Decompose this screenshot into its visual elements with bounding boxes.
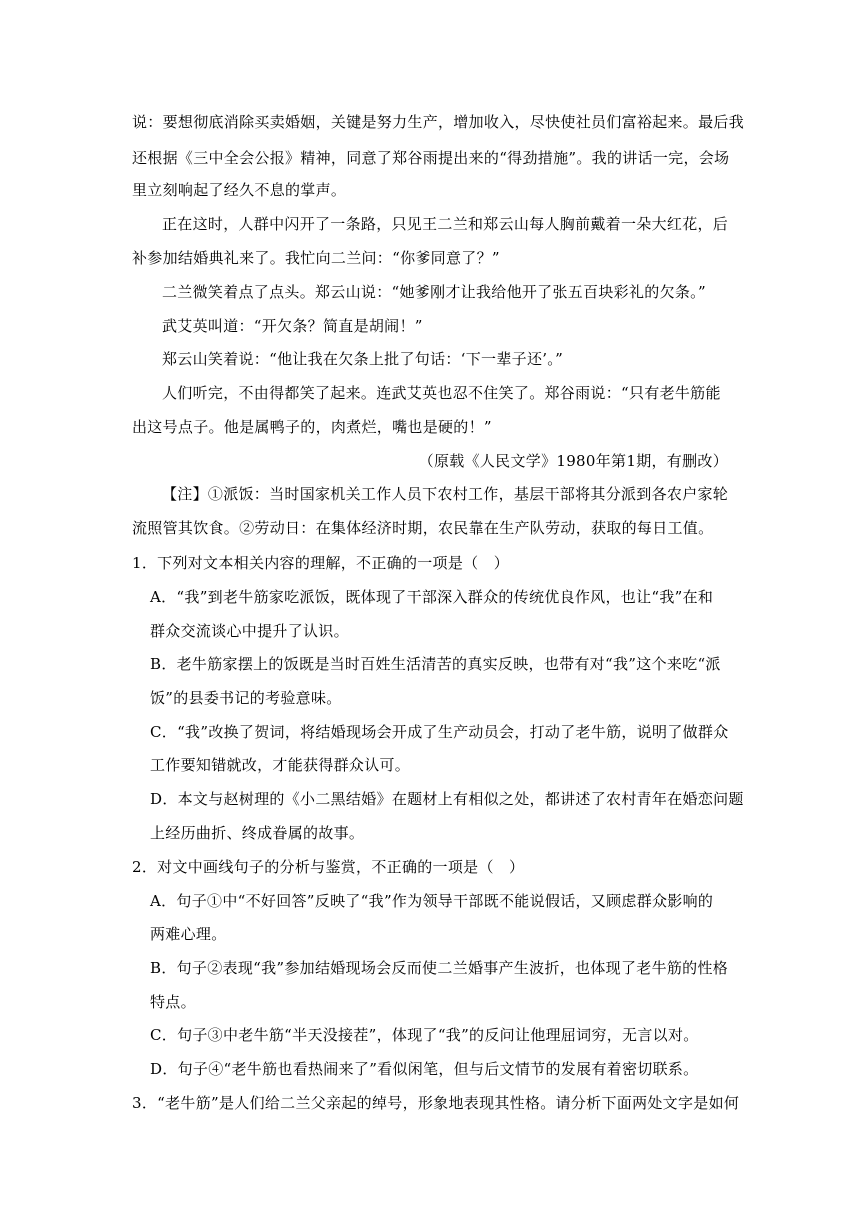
option-b: 饭”的县委书记的考验意味。 (150, 689, 342, 707)
text-line: 郑云山笑着说：“他让我在欠条上批了句话：‘下一辈子还’。” (162, 350, 564, 368)
text-line: 还根据《三中全会公报》精神，同意了郑谷雨提出来的“得劲措施”。我的讲话一完，会场 (132, 149, 730, 167)
option-a: A．“我”到老牛筋家吃派饭，既体现了干部深入群众的传统优良作风，也让“我”在和 (150, 588, 714, 606)
option-c: C．句子③中老牛筋“半天没接茬”，体现了“我”的反问让他理屈词穷，无言以对。 (150, 1026, 699, 1044)
text-line: 里立刻响起了经久不息的掌声。 (132, 181, 347, 199)
note-line: 流照管其饮食。②劳动日：在集体经济时期，农民靠在生产队劳动，获取的每日工值。 (132, 519, 714, 537)
text-line: 出这号点子。他是属鸭子的，肉煮烂，嘴也是硬的！” (132, 418, 492, 436)
option-d: D．句子④“老牛筋也看热闹来了”看似闲笔，但与后文情节的发展有着密切联系。 (150, 1060, 699, 1078)
question-stem: 1．下列对文本相关内容的理解，不正确的一项是（ ） (132, 554, 510, 572)
question-stem: 2．对文中画线句子的分析与鉴赏，不正确的一项是（ ） (132, 858, 525, 876)
option-b: B．句子②表现“我”参加结婚现场会反而使二兰婚事产生波折，也体现了老牛筋的性格 (150, 959, 729, 977)
option-a: 两难心理。 (150, 925, 227, 943)
text-line: 正在这时，人群中闪开了一条路，只见王二兰和郑云山每人胸前戴着一朵大红花，后 (162, 215, 729, 233)
text-line: 说：要想彻底消除买卖婚姻，关键是努力生产，增加收入，尽快使社员们富裕起来。最后我 (132, 113, 745, 131)
option-b: B．老牛筋家摆上的饭既是当时百姓生活清苦的真实反映，也带有对“我”这个来吃“派 (150, 655, 721, 673)
option-a: 群众交流谈心中提升了认识。 (150, 622, 349, 640)
text-line: 补参加结婚典礼来了。我忙向二兰问：“你爹同意了？” (132, 249, 500, 267)
option-c: 工作要知错就改，才能获得群众认可。 (150, 756, 411, 774)
option-d: 上经历曲折、终成眷属的故事。 (150, 824, 365, 842)
text-line: 武艾英叫道：“开欠条？简直是胡闹！” (162, 317, 423, 335)
option-c: C．“我”改换了贺词，将结婚现场会开成了生产动员会，打动了老牛筋，说明了做群众 (150, 723, 729, 741)
text-line: 人们听完，不由得都笑了起来。连武艾英也忍不住笑了。郑谷雨说：“只有老牛筋能 (162, 384, 721, 402)
option-b: 特点。 (150, 993, 196, 1011)
source-citation: （原载《人民文学》1980年第1期，有删改） (418, 452, 728, 470)
option-a: A．句子①中“不好回答”反映了“我”作为领导干部既不能说假话，又顾虑群众影响的 (150, 892, 714, 910)
option-d: D．本文与赵树理的《小二黑结婚》在题材上有相似之处，都讲述了农村青年在婚恋问题 (150, 790, 744, 808)
text-line: 二兰微笑着点了点头。郑云山说：“她爹刚才让我给他开了张五百块彩礼的欠条。” (162, 283, 706, 301)
question-stem: 3．“老牛筋”是人们给二兰父亲起的绰号，形象地表现其性格。请分析下面两处文字是如何 (132, 1094, 740, 1112)
note-line: 【注】①派饭：当时国家机关工作人员下农村工作，基层干部将其分派到各农户家轮 (162, 485, 729, 503)
